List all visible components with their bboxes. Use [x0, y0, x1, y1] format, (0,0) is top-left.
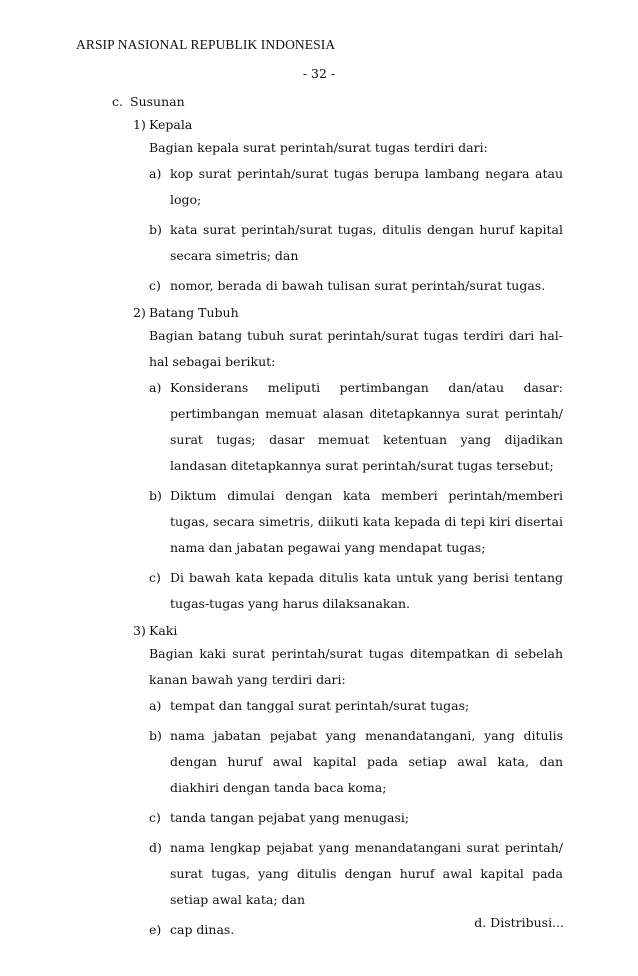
item-marker: c) — [149, 810, 161, 825]
list-item — [149, 835, 563, 913]
subsection-intro: Bagian batang tubuh surat perintah/surat tugas terdiri dari hal-hal sebagai berikut: — [149, 328, 563, 369]
subsection-marker: 1) — [133, 117, 146, 132]
item-marker: a) — [149, 166, 162, 181]
item-list — [0, 161, 638, 299]
item-text: kata surat perintah/surat tugas, ditulis dengan huruf kapital secara simetris; dan — [170, 222, 563, 263]
footer-continuation: d. Distribusi... — [474, 915, 564, 930]
list-item — [149, 217, 563, 269]
item-list — [0, 693, 638, 943]
subsection-title: Batang Tubuh — [149, 305, 239, 320]
item-text: nama jabatan pejabat yang menandatangani, yang ditulis dengan huruf awal kapital pada setiap awal kata, dan diakhiri dengan tanda baca koma; — [170, 728, 563, 795]
subsection-title: Kaki — [149, 623, 178, 638]
subsection-marker: 2) — [133, 305, 146, 320]
item-text: Diktum dimulai dengan kata memberi perintah/memberi tugas, secara simetris, diikuti kata kepada di tepi kiri disertai nama dan jabatan pegawai yang mendapat tugas; — [170, 488, 563, 555]
item-text: cap dinas. — [170, 922, 235, 937]
item-marker: e) — [149, 922, 162, 937]
list-item — [149, 273, 563, 299]
item-marker: d) — [149, 840, 162, 855]
subsection-heading — [133, 303, 638, 323]
list-item — [149, 375, 563, 479]
list-item — [149, 483, 563, 561]
item-text: Konsiderans meliputi pertimbangan dan/atau dasar: pertimbangan memuat alasan ditetapkannya surat perintah/ surat tugas; dasar memuat ketentuan yang dijadikan landasan ditetapkannya surat perintah/surat tugas tersebut; — [170, 380, 563, 473]
section-title: Susunan — [130, 94, 185, 109]
item-marker: a) — [149, 698, 162, 713]
list-item — [149, 161, 563, 213]
subsection-heading — [133, 115, 638, 135]
item-marker: b) — [149, 728, 162, 743]
subsection-title: Kepala — [149, 117, 193, 132]
list-item — [149, 693, 563, 719]
header-organization: ARSIP NASIONAL REPUBLIK INDONESIA — [76, 37, 336, 52]
list-item — [149, 565, 563, 617]
subsection-intro: Bagian kepala surat perintah/surat tugas terdiri dari: — [149, 140, 488, 155]
item-marker: a) — [149, 380, 162, 395]
item-marker: c) — [149, 570, 161, 585]
page-number: - 32 - — [302, 66, 336, 81]
document-body — [0, 92, 638, 947]
item-text: kop surat perintah/surat tugas berupa lambang negara atau logo; — [170, 166, 563, 207]
section-marker: c. — [112, 94, 123, 109]
subsection-intro: Bagian kaki surat perintah/surat tugas ditempatkan di sebelah kanan bawah yang terdiri dari: — [149, 646, 563, 687]
item-text: nomor, berada di bawah tulisan surat perintah/surat tugas. — [170, 278, 546, 293]
item-text: Di bawah kata kepada ditulis kata untuk yang berisi tentang tugas-tugas yang harus dilaksanakan. — [170, 570, 563, 611]
item-marker: b) — [149, 222, 162, 237]
item-list — [0, 375, 638, 617]
list-item — [149, 805, 563, 831]
subsection-marker: 3) — [133, 623, 146, 638]
list-item — [149, 723, 563, 801]
item-text: tempat dan tanggal surat perintah/surat tugas; — [170, 698, 470, 713]
subsection-heading — [133, 621, 638, 641]
section-heading — [112, 92, 638, 112]
item-text: nama lengkap pejabat yang menandatangani surat perintah/ surat tugas, yang ditulis dengan huruf awal kapital pada setiap awal kata; dan — [170, 840, 563, 907]
item-text: tanda tangan pejabat yang menugasi; — [170, 810, 410, 825]
item-marker: c) — [149, 278, 161, 293]
item-marker: b) — [149, 488, 162, 503]
